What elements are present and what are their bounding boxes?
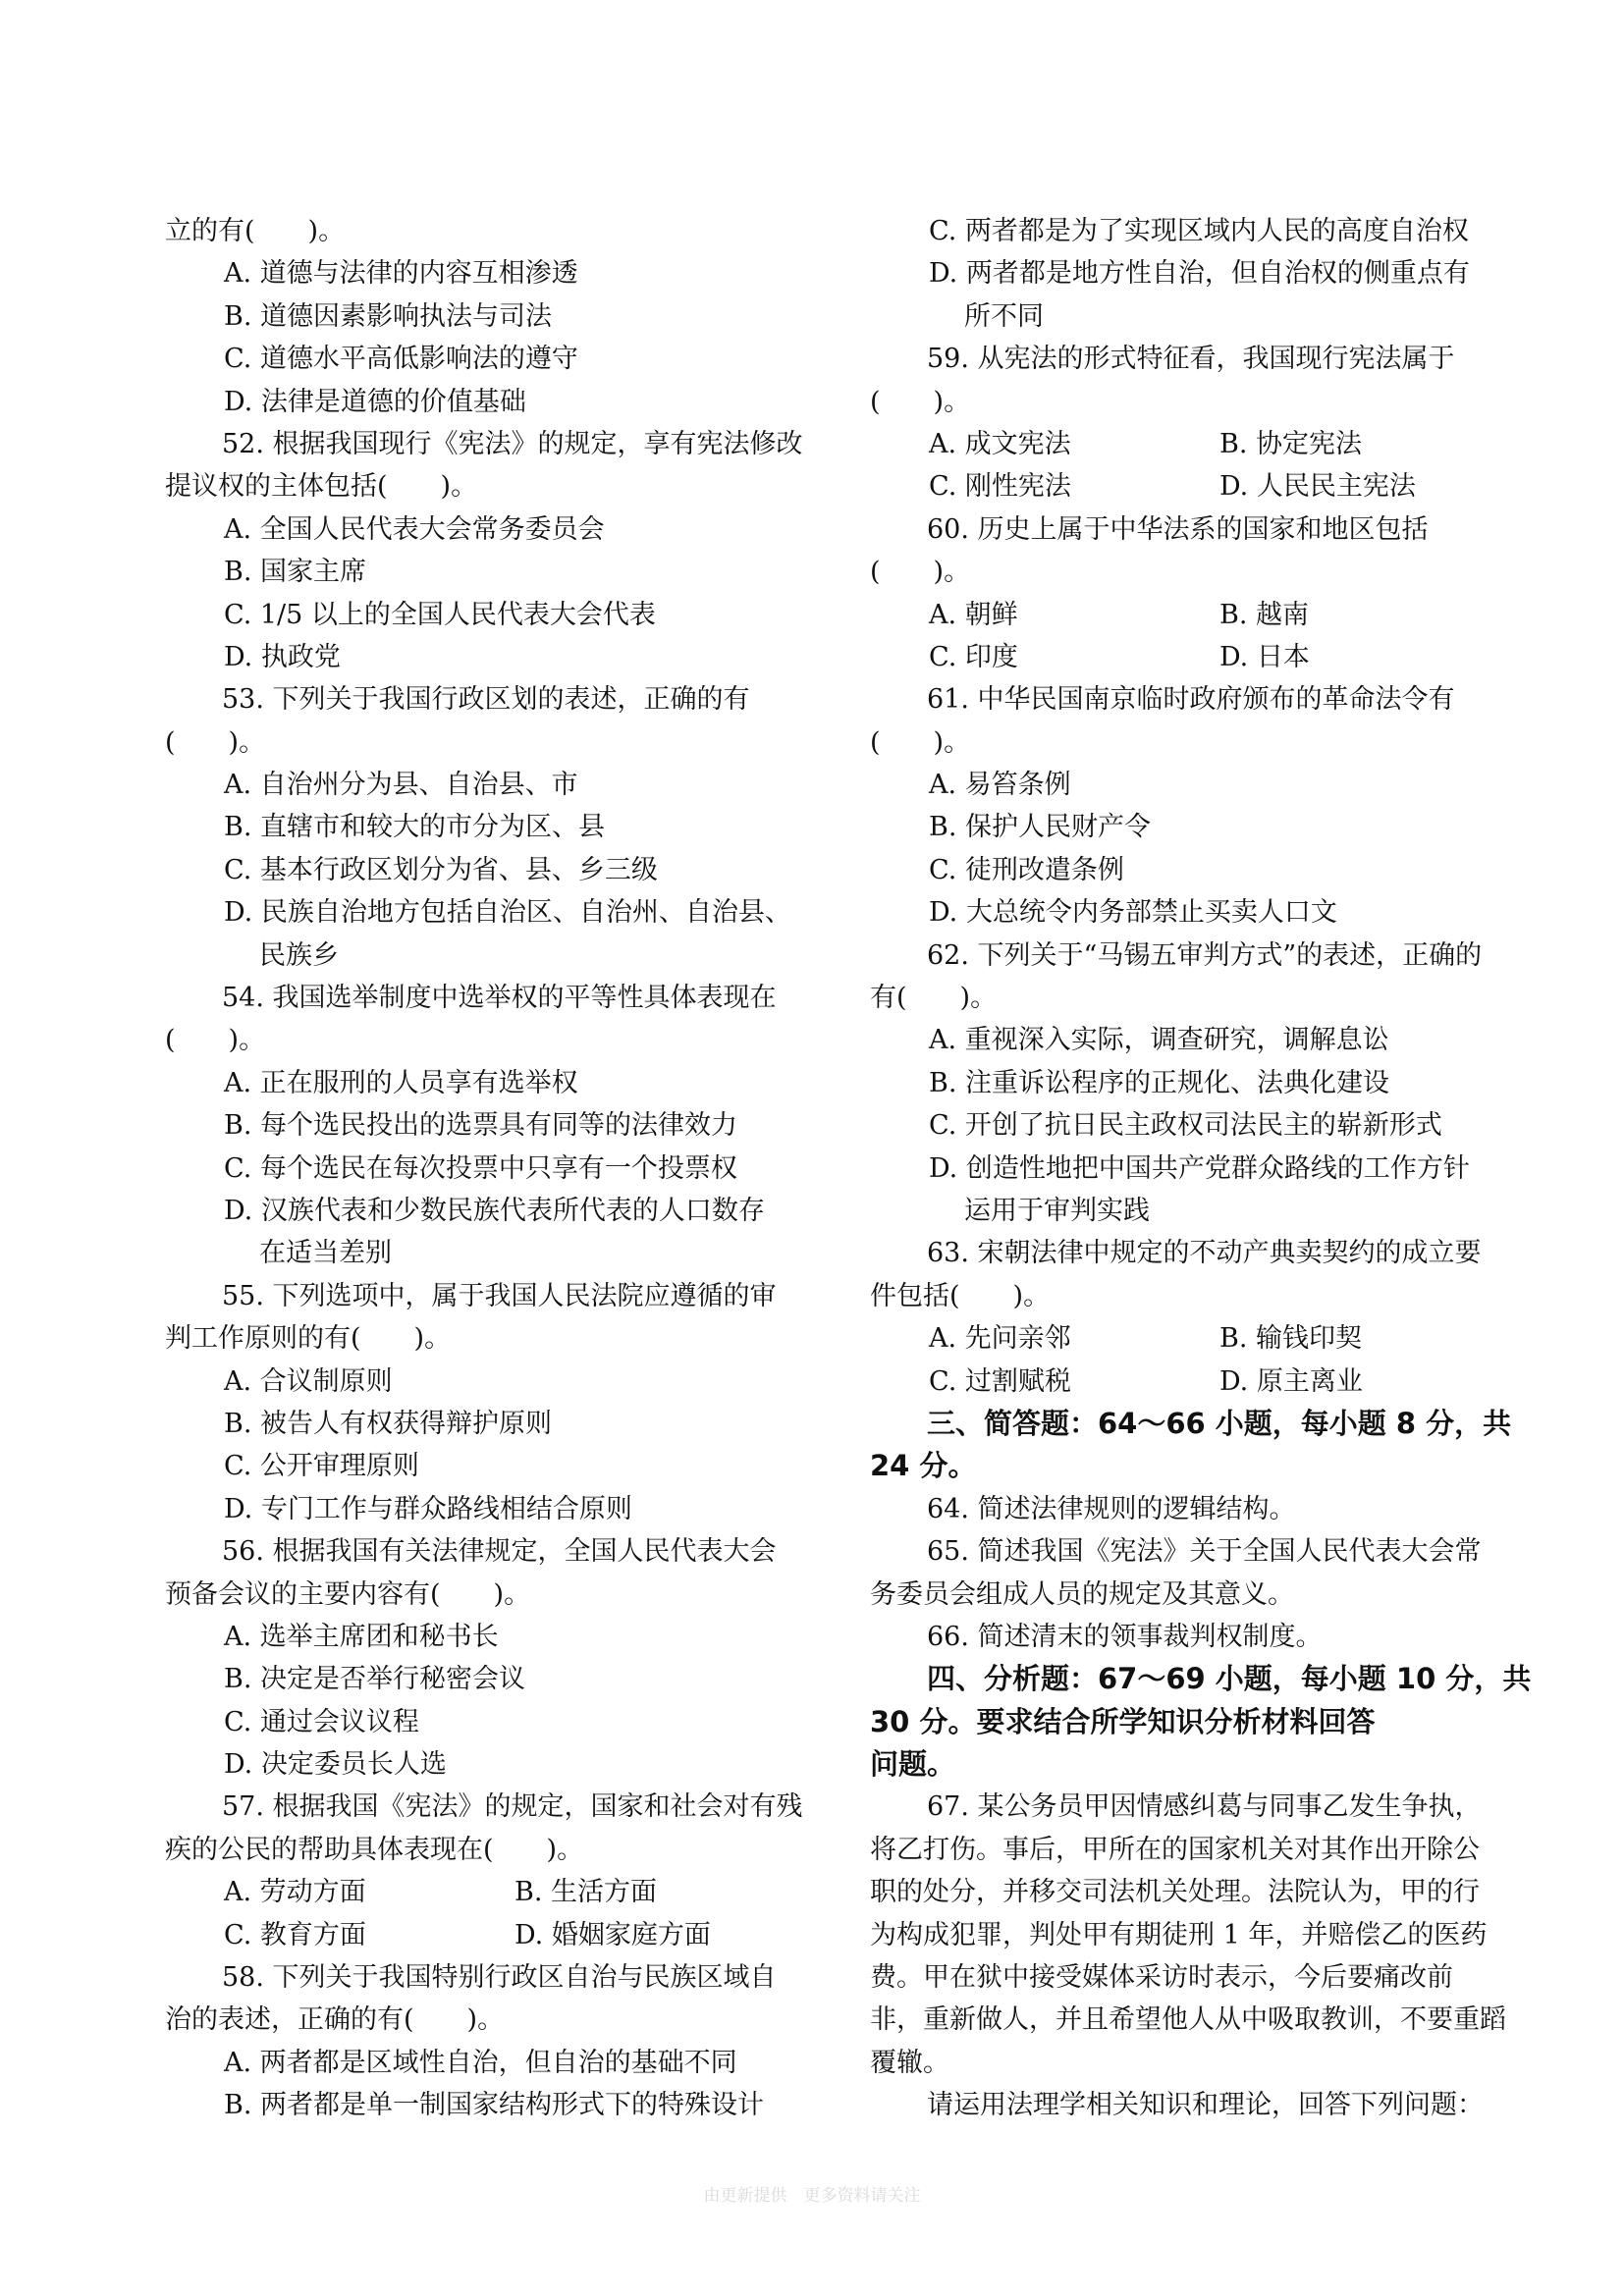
question-64: 64. 简述法律规则的逻辑结构。 xyxy=(927,1493,1296,1524)
question-61: 61. 中华民国南京临时政府颁布的革命法令有 xyxy=(927,684,1455,716)
question-60-cont: ( )。 xyxy=(870,557,971,588)
option-c: C. 印度 xyxy=(929,641,1018,672)
question-67-cont: 覆辙。 xyxy=(870,2047,949,2078)
question-59-cont: ( )。 xyxy=(870,386,971,417)
option-b: B. 生活方面 xyxy=(514,1877,658,1908)
option-row xyxy=(870,636,1528,678)
question-67-cont: 为构成犯罪，判处甲有期徒刑 1 年，并赔偿乙的医药 xyxy=(870,1919,1488,1950)
option-c: C. 1/5 以上的全国人民代表大会代表 xyxy=(224,599,656,630)
option-c: C. 教育方面 xyxy=(224,1919,366,1950)
section-heading-analysis: 四、分析题：67～69 小题，每小题 10 分，共 xyxy=(927,1662,1532,1696)
question-59: 59. 从宪法的形式特征看，我国现行宪法属于 xyxy=(927,344,1455,375)
question-57-cont: 疾的公民的帮助具体表现在( )。 xyxy=(165,1834,584,1865)
option-d: D. 婚姻家庭方面 xyxy=(514,1919,711,1950)
option-b: B. 注重诉讼程序的正规化、法典化建设 xyxy=(929,1067,1390,1098)
option-a: A. 劳动方面 xyxy=(224,1877,366,1908)
option-d: D. 人民民主宪法 xyxy=(1219,471,1416,503)
option-a: A. 易笞条例 xyxy=(929,770,1071,801)
question-58: 58. 下列关于我国特别行政区自治与民族区域自 xyxy=(222,1962,777,1994)
option-b: B. 被告人有权获得辩护原则 xyxy=(224,1408,553,1439)
option-c: C. 道德水平高低影响法的遵守 xyxy=(224,344,578,375)
option-b: B. 国家主席 xyxy=(224,557,367,588)
question-56: 56. 根据我国有关法律规定，全国人民代表大会 xyxy=(222,1536,777,1568)
option-b: B. 输钱印契 xyxy=(1219,1323,1363,1355)
option-row xyxy=(870,594,1528,636)
right-column xyxy=(870,210,1532,2127)
question-67-instruction: 请运用法理学相关知识和理论，回答下列问题： xyxy=(927,2090,1484,2121)
option-c: C. 通过会议议程 xyxy=(224,1706,419,1737)
option-row xyxy=(870,1361,1528,1403)
option-a: A. 合议制原则 xyxy=(224,1365,393,1397)
option-c: C. 过割赋税 xyxy=(929,1365,1071,1397)
option-d: D. 汉族代表和少数民族代表所代表的人口数存 xyxy=(224,1195,765,1226)
section-heading-analysis-cont: 30 分。要求结合所学知识分析材料回答 xyxy=(870,1704,1376,1738)
question-62: 62. 下列关于“马锡五审判方式”的表述，正确的 xyxy=(927,939,1483,971)
option-a: A. 道德与法律的内容互相渗透 xyxy=(224,258,578,290)
question-61-cont: ( )。 xyxy=(870,726,971,758)
question-67-cont: 非，重新做人，并且希望他人从中吸取教训，不要重蹈 xyxy=(870,2004,1506,2036)
question-58-cont: 治的表述，正确的有( )。 xyxy=(165,2004,505,2036)
option-d-cont: 所不同 xyxy=(964,300,1044,332)
question-60: 60. 历史上属于中华法系的国家和地区包括 xyxy=(927,513,1429,545)
section-heading-short-answer: 三、简答题：64～66 小题，每小题 8 分，共 xyxy=(927,1406,1512,1440)
question-57: 57. 根据我国《宪法》的规定，国家和社会对有残 xyxy=(222,1791,803,1823)
question-53: 53. 下列关于我国行政区划的表述，正确的有 xyxy=(222,684,750,716)
option-a: A. 选举主席团和秘书长 xyxy=(224,1621,499,1652)
option-b: B. 每个选民投出的选票具有同等的法律效力 xyxy=(224,1110,738,1142)
question-62-cont: 有( )。 xyxy=(870,983,998,1014)
question-55: 55. 下列选项中，属于我国人民法院应遵循的审 xyxy=(222,1280,777,1311)
option-d: D. 执政党 xyxy=(224,641,341,672)
option-c: C. 刚性宪法 xyxy=(929,471,1071,503)
option-c: C. 开创了抗日民主政权司法民主的崭新形式 xyxy=(929,1110,1442,1142)
option-row xyxy=(165,1914,823,1956)
option-d: D. 法律是道德的价值基础 xyxy=(224,386,526,417)
option-d-cont: 在适当差别 xyxy=(259,1238,392,1269)
question-55-cont: 判工作原则的有( )。 xyxy=(165,1323,452,1355)
option-d: D. 创造性地把中国共产党群众路线的工作方针 xyxy=(929,1152,1470,1184)
option-b: B. 直辖市和较大的市分为区、县 xyxy=(224,812,606,843)
question-67-cont: 费。甲在狱中接受媒体采访时表示，今后要痛改前 xyxy=(870,1962,1453,1994)
question-66: 66. 简述清末的领事裁判权制度。 xyxy=(927,1621,1323,1652)
option-c: C. 徒刑改遣条例 xyxy=(929,854,1124,885)
question-53-cont: ( )。 xyxy=(165,726,266,758)
option-d: D. 专门工作与群众路线相结合原则 xyxy=(224,1493,632,1524)
option-row xyxy=(165,1871,823,1913)
option-a: A. 朝鲜 xyxy=(929,599,1018,630)
option-d: D. 原主离业 xyxy=(1219,1365,1363,1397)
option-d-cont: 运用于审判实践 xyxy=(964,1195,1150,1226)
question-63: 63. 宋朝法律中规定的不动产典卖契约的成立要 xyxy=(927,1238,1482,1269)
option-a: A. 正在服刑的人员享有选举权 xyxy=(224,1067,578,1098)
option-c: C. 基本行政区划分为省、县、乡三级 xyxy=(224,854,658,885)
option-b: B. 道德因素影响执法与司法 xyxy=(224,300,553,332)
option-a: A. 重视深入实际，调查研究，调解息讼 xyxy=(929,1025,1389,1056)
section-heading-analysis-cont: 问题。 xyxy=(870,1747,956,1782)
question-65-cont: 务委员会组成人员的规定及其意义。 xyxy=(870,1578,1294,1610)
option-row xyxy=(870,1317,1528,1360)
option-d: D. 大总统令内务部禁止买卖人口文 xyxy=(929,897,1337,929)
question-56-cont: 预备会议的主要内容有( )。 xyxy=(165,1578,531,1610)
option-a: A. 全国人民代表大会常务委员会 xyxy=(224,513,605,545)
option-c: C. 每个选民在每次投票中只享有一个投票权 xyxy=(224,1152,737,1184)
option-d: D. 两者都是地方性自治，但自治权的侧重点有 xyxy=(929,258,1470,290)
text-line: 立的有( )。 xyxy=(165,216,346,246)
question-67-cont: 职的处分，并移交司法机关处理。法院认为，甲的行 xyxy=(870,1877,1480,1908)
watermark: 由更新提供 更多资料请关注 xyxy=(703,2186,921,2206)
question-54-cont: ( )。 xyxy=(165,1025,266,1056)
option-d-cont: 民族乡 xyxy=(259,939,339,971)
question-52-cont: 提议权的主体包括( )。 xyxy=(165,471,478,503)
option-d: D. 决定委员长人选 xyxy=(224,1749,447,1781)
option-c: C. 公开审理原则 xyxy=(224,1451,419,1482)
option-b: B. 两者都是单一制国家结构形式下的特殊设计 xyxy=(224,2090,765,2121)
option-b: B. 协定宪法 xyxy=(1219,428,1363,459)
option-a: A. 自治州分为县、自治县、市 xyxy=(224,770,578,801)
option-b: B. 决定是否举行秘密会议 xyxy=(224,1664,526,1695)
question-67-cont: 将乙打伤。事后，甲所在的国家机关对其作出开除公 xyxy=(870,1834,1480,1865)
question-54: 54. 我国选举制度中选举权的平等性具体表现在 xyxy=(222,983,777,1014)
question-63-cont: 件包括( )。 xyxy=(870,1280,1051,1311)
question-65: 65. 简述我国《宪法》关于全国人民代表大会常 xyxy=(927,1536,1482,1568)
option-row xyxy=(870,423,1528,465)
option-d: D. 民族自治地方包括自治区、自治州、自治县、 xyxy=(224,897,791,929)
option-a: A. 成文宪法 xyxy=(929,428,1071,459)
option-a: A. 先问亲邻 xyxy=(929,1323,1071,1355)
left-column xyxy=(165,210,823,2127)
option-b: B. 保护人民财产令 xyxy=(929,812,1152,843)
question-52: 52. 根据我国现行《宪法》的规定，享有宪法修改 xyxy=(222,428,803,459)
question-67: 67. 某公务员甲因情感纠葛与同事乙发生争执， xyxy=(927,1791,1482,1823)
option-d: D. 日本 xyxy=(1219,641,1310,672)
option-row xyxy=(870,465,1528,507)
option-c: C. 两者都是为了实现区域内人民的高度自治权 xyxy=(929,216,1469,246)
section-heading-short-answer-cont: 24 分。 xyxy=(870,1449,977,1483)
option-a: A. 两者都是区域性自治，但自治的基础不同 xyxy=(224,2047,737,2078)
option-b: B. 越南 xyxy=(1219,599,1310,630)
